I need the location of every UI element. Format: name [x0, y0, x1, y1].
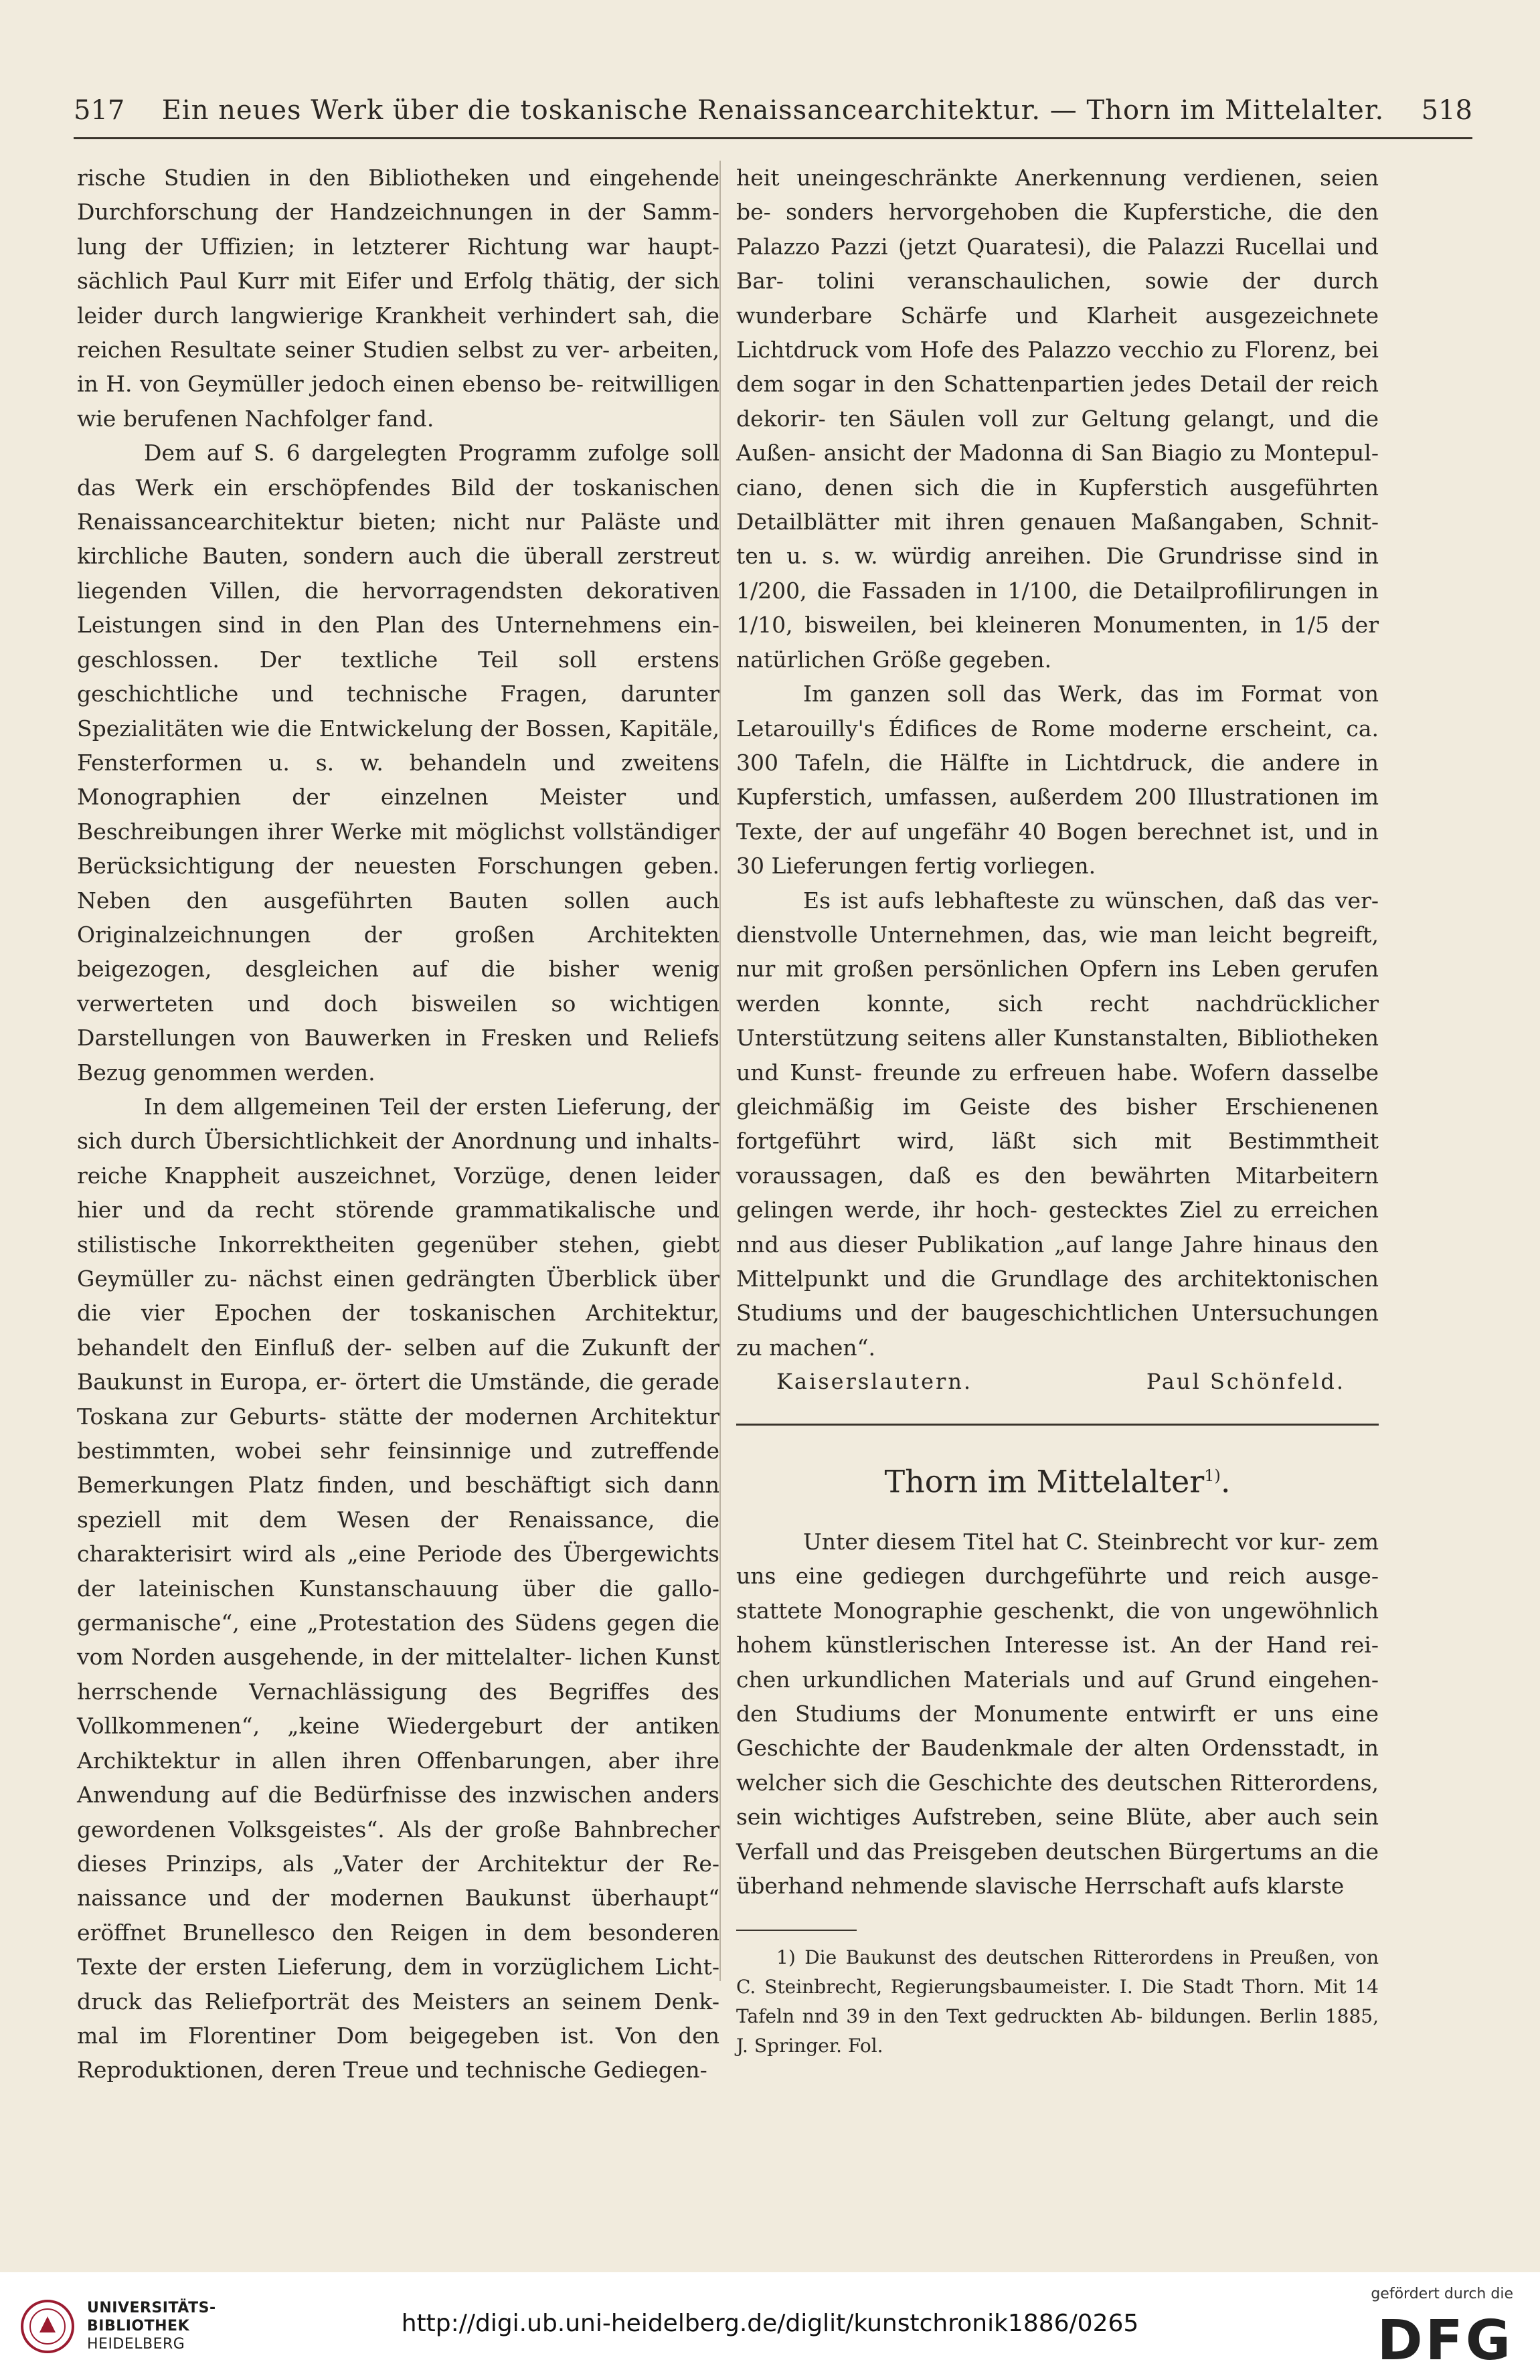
paragraph: rische Studien in den Bibliotheken und eingehende Durchforschung der Handzeichnungen in der Samm- lung der Uffizien; in letzterer Richtung war haupt- sächlich Paul Kurr mit Eifer und Erfolg thätig, der sich leider durch langwierige Krankheit verhindert sah, die reichen Resultate seiner Studien selbst zu ver- arbeiten, in H. von Geymüller jedoch einen ebenso be- reitwilligen wie berufenen Nachfolger fand. — [77, 165, 719, 432]
institution-line: UNIVERSITÄTS- — [87, 2300, 216, 2316]
institution-line: BIBLIOTHEK — [87, 2318, 190, 2334]
paragraph: Dem auf S. 6 dargelegten Programm zufolge soll das Werk ein erschöpfendes Bild der toskanischen Renaissancearchitektur bieten; nicht nur Paläste und kirchliche Bauten, sondern auch die überall zerstreut liegenden Villen, die hervorragendsten dekorativen Leistungen sind in den Plan des Unternehmens ein- geschlossen. Der textliche Teil soll erstens geschichtliche und technische Fragen, darunter Spezialitäten wie die Entwickelung der Bossen, Kapitäle, Fensterformen u. s. w. behandeln und zweitens Monographien der einzelnen Meister und Beschreibungen ihrer Werke mit möglichst vollständiger Berücksichtigung der neuesten Forschungen geben. Neben den ausgeführten Bauten sollen auch Originalzeichnungen der großen Architekten beigezogen, desgleichen auf die bisher wenig verwerteten und doch bisweilen so wichtigen Darstellungen von Bauwerken in Fresken und Reliefs Bezug genommen werden. — [77, 440, 719, 1086]
column-divider — [719, 161, 721, 1981]
page-number-right: 518 — [1421, 95, 1472, 126]
document-url-link[interactable]: http://digi.ub.uni-heidelberg.de/diglit/kunstchronik1886/0265 — [401, 2310, 1139, 2337]
page-number-left: 517 — [74, 95, 125, 126]
article-separator — [736, 1424, 1379, 1426]
article-title: Thorn im Mittelalter$^{1)}$. — [884, 1462, 1231, 1499]
left-column — [77, 161, 719, 2088]
paragraph: heit uneingeschränkte Anerkennung verdienen, seien be- sonders hervorgehoben die Kupferstiche, die den Palazzo Pazzi (jetzt Quaratesi), die Palazzi Rucellai und Bar- tolini veranschaulichen, sowie der durch wunderbare Schärfe und Klarheit ausgezeichnete Lichtdruck vom Hofe des Palazzo vecchio zu Florenz, bei dem sogar in den Schattenpartien jedes Detail der reich dekorir- ten Säulen voll zur Geltung gelangt, und die Außen- ansicht der Madonna di San Biagio zu Montepul- ciano, denen sich die in Kupferstich ausgeführten Detailblätter mit ihren genauen Maßangaben, Schnit- ten u. s. w. würdig anreihen. Die Grundrisse sind in 1/200, die Fassaden in 1/100, die Detailprofilirungen in 1/10, bisweilen, bei kleineren Monumenten, in 1/5 der natürlichen Größe gegeben. — [736, 165, 1379, 673]
viewer-footer — [0, 2272, 1540, 2380]
right-column — [736, 161, 1379, 2061]
signature-place: Kaiserslautern. — [776, 1369, 973, 1395]
paragraph: Im ganzen soll das Werk, das im Format von Letarouilly's Édifices de Rome moderne erscheint, ca. 300 Tafeln, die Hälfte in Lichtdruck, die andere in Kupferstich, umfassen, außerdem 200 Illustrationen im Texte, der auf ungefähr 40 Bogen berechnet ist, und in 30 Lieferungen fertig vorliegen. — [736, 681, 1379, 879]
footnote-text: 1) Die Baukunst des deutschen Ritterordens in Preußen, von C. Steinbrecht, Regierungsbaumeister. I. Die Stadt Thorn. Mit 14 Tafeln nnd 39 in den Text gedruckten Ab- bildungen. Berlin 1885, J. Springer. Fol. — [736, 1946, 1379, 2057]
article-title-text: Thorn im Mittelalter — [884, 1462, 1205, 1499]
footnote-marker: 1) — [1204, 1466, 1221, 1485]
paragraph: In dem allgemeinen Teil der ersten Lieferung, der sich durch Übersichtlichkeit der Anordnung und inhalts- reiche Knappheit auszeichnet, Vorzüge, denen leider hier und da recht störende grammatikalische und stilistische Inkorrektheiten gegenüber stehen, giebt Geymüller zu- nächst einen gedrängten Überblick über die vier Epochen der toskanischen Architektur, behandelt den Einfluß der- selben auf die Zukunft der Baukunst in Europa, er- örtert die Umstände, die gerade Toskana zur Geburts- stätte der modernen Architektur bestimmten, wobei sehr feinsinnige und zutreffende Bemerkungen Platz finden, und beschäftigt sich dann speziell mit dem Wesen der Renaissance, die charakterisirt wird als „eine Periode des Übergewichts der lateinischen Kunstanschauung über die gallo-germanische“, eine „Protestation des Südens gegen die vom Norden ausgehende, in der mittelalter- lichen Kunst herrschende Vernachlässigung des Begriffes des Vollkommenen“, „keine Wiedergeburt der antiken Archiktektur in allen ihren Offenbarungen, aber ihre Anwendung auf die Bedürfnisse des inzwischen anders gewordenen Volksgeistes“. Als der große Bahnbrecher dieses Prinzips, als „Vater der Architektur der Re- naissance und der modernen Baukunst überhaupt“ eröffnet Brunellesco den Reigen in dem besonderen Texte der ersten Lieferung, dem in vorzüglichem Licht- druck das Reliefporträt des Meisters an seinem Denk- mal im Florentiner Dom beigegeben ist. Von den Reproduktionen, deren Treue und technische Gediegen- — [77, 1093, 719, 2084]
signature-author: Paul Schönfeld. — [1146, 1369, 1345, 1395]
running-header — [74, 90, 1472, 131]
dfg-logo: DFG — [1377, 2309, 1513, 2373]
header-rule — [74, 137, 1472, 139]
footnote — [736, 1943, 1379, 2061]
article-paragraph: Unter diesem Titel hat C. Steinbrecht vor kur- zem uns eine gediegen durchgeführte und reich ausge- stattete Monographie geschenkt, die von ungewöhnlich hohem künstlerischen Interesse ist. An der Hand rei- chen urkundlichen Materials und auf Grund eingehen- den Studiums der Monumente entwirft er uns eine Geschichte der Baudenkmale der alten Ordensstadt, in welcher sich die Geschichte des deutschen Ritterordens, sein wichtiges Aufstreben, seine Blüte, aber auch sein Verfall und das Preisgeben deutschen Bürgertums an die überhand nehmende slavische Herrschaft aufs klarste — [736, 1528, 1379, 1899]
institution-line: HEIDELBERG — [87, 2336, 185, 2353]
signature — [736, 1365, 1379, 1399]
running-title: Ein neues Werk über die toskanische Renaissancearchitektur. — Thorn im Mittelalter. — [161, 95, 1385, 126]
paragraph: Es ist aufs lebhafteste zu wünschen, daß das ver- dienstvolle Unternehmen, das, wie man leicht begreift, nur mit großen persönlichen Opfern ins Leben gerufen werden konnte, sich recht nachdrücklicher Unterstützung seitens aller Kunstanstalten, Bibliotheken und Kunst- freunde zu erfreuen habe. Wofern dasselbe gleichmäßig im Geiste des bisher Erschienenen fortgeführt wird, läßt sich mit Bestimmtheit voraussagen, daß es den bewährten Mitarbeitern gelingen werde, ihr hoch- gestecktes Ziel zu erreichen nnd aus dieser Publikation „auf lange Jahre hinaus den Mittelpunkt und die Grundlage des architektonischen Studiums und der baugeschichtlichen Untersuchungen zu machen“. — [736, 887, 1379, 1361]
footnote-rule — [736, 1930, 857, 1931]
funded-by-label: gefördert durch die — [1371, 2286, 1513, 2302]
